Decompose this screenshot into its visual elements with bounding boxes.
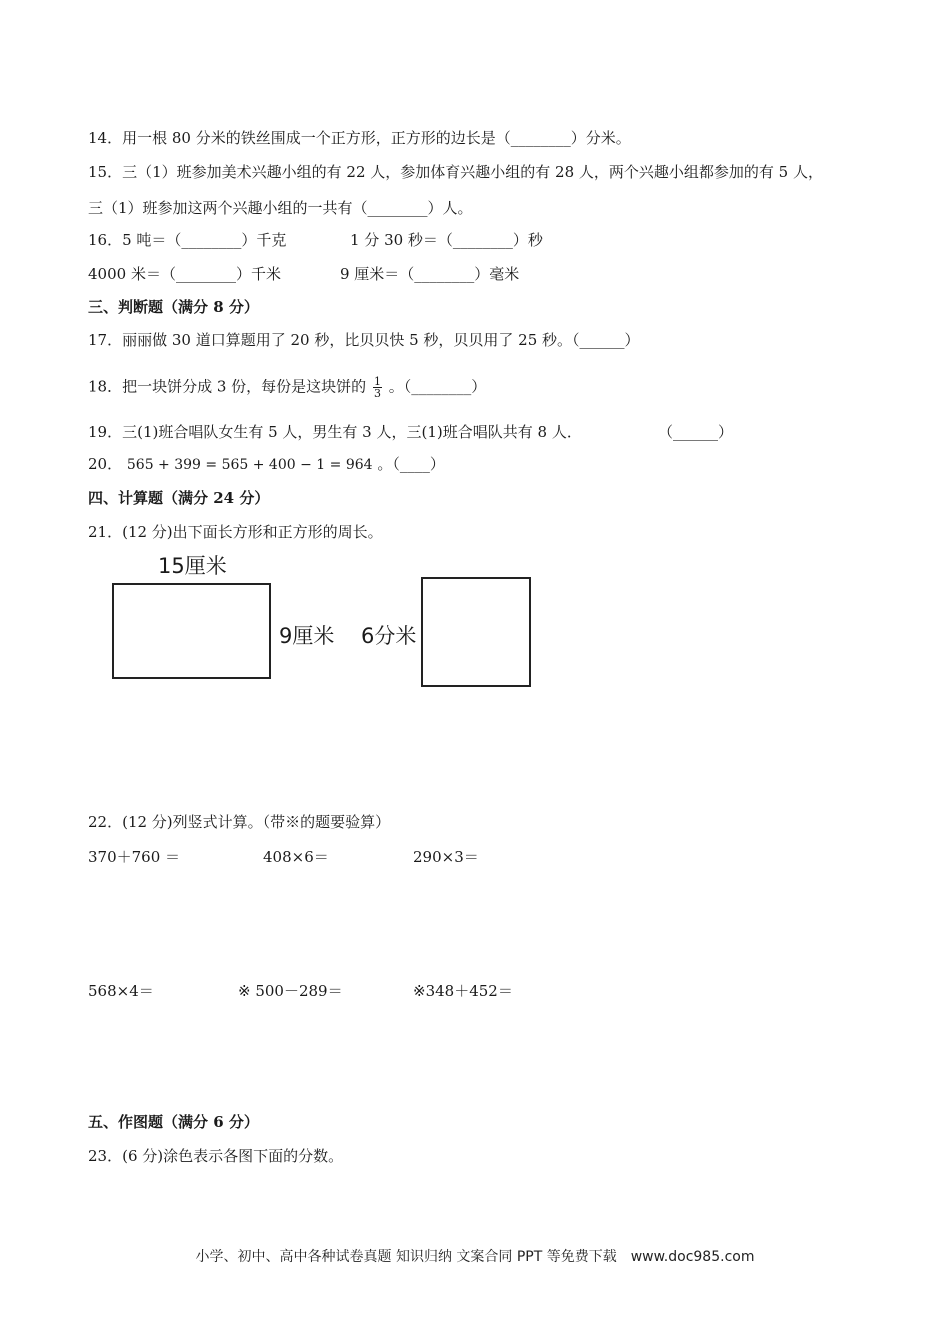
- question-16-part-a: 16．5 吨＝（________）千克: [88, 231, 287, 249]
- calc-500-minus-289: ※ 500－289＝: [238, 982, 343, 1000]
- question-18: [88, 376, 486, 399]
- rectangle-height-label: 9厘米: [279, 624, 335, 648]
- rectangle-width-label: 15厘米: [158, 554, 227, 578]
- question-22: 22．(12 分)列竖式计算。（带※的题要验算）: [88, 813, 391, 831]
- page-footer: 小学、初中、高中各种试卷真题 知识归纳 文案合同 PPT 等免费下载 www.doc985.com: [195, 1249, 755, 1265]
- question-21: 21．(12 分)出下面长方形和正方形的周长。: [88, 523, 383, 541]
- calc-348-plus-452: ※348＋452＝: [413, 982, 513, 1000]
- question-16-part-b: 1 分 30 秒＝（________）秒: [350, 231, 543, 249]
- section-3-heading: 三、判断题（满分 8 分）: [88, 298, 259, 316]
- fraction-numerator: 1: [373, 375, 381, 388]
- calc-568-times-4: 568×4＝: [88, 982, 154, 1000]
- calc-370-plus-760: 370＋760 ＝: [88, 848, 181, 866]
- square-figure: [421, 577, 531, 687]
- question-19: 19．三(1)班合唱队女生有 5 人，男生有 3 人，三(1)班合唱队共有 8 人．: [88, 423, 582, 441]
- rectangle-figure: [112, 583, 271, 679]
- fraction-one-third: [373, 376, 382, 399]
- question-20-prefix: 20．: [88, 455, 123, 473]
- question-20-formula: 565 + 399 = 565 + 400 − 1 = 964: [126, 457, 373, 473]
- question-18-text: 18．把一块饼分成 3 份，每份是这块饼的: [88, 377, 367, 396]
- square-side-label: 6分米: [361, 624, 417, 648]
- question-23: 23．(6 分)涂色表示各图下面的分数。: [88, 1147, 344, 1165]
- fraction-denominator: 3: [373, 387, 381, 400]
- question-14: 14．用一根 80 分米的铁丝围成一个正方形，正方形的边长是（________）分米。: [88, 129, 631, 147]
- question-20-tail: 。（____）: [377, 455, 445, 473]
- calc-290-times-3: 290×3＝: [413, 848, 479, 866]
- section-5-heading: 五、作图题（满分 6 分）: [88, 1113, 259, 1131]
- question-16-part-c: 4000 米＝（________）千米: [88, 265, 281, 283]
- question-15-line-2: 三（1）班参加这两个兴趣小组的一共有（________）人。: [88, 199, 473, 217]
- question-17: 17．丽丽做 30 道口算题用了 20 秒，比贝贝快 5 秒，贝贝用了 25 秒。（______）: [88, 331, 640, 349]
- section-4-heading: 四、计算题（满分 24 分）: [88, 489, 270, 507]
- question-18-tail: 。（________）: [388, 377, 487, 396]
- question-20: [88, 454, 445, 475]
- question-19-blank: （______）: [658, 423, 734, 441]
- question-15-line-1: 15．三（1）班参加美术兴趣小组的有 22 人，参加体育兴趣小组的有 28 人，两个兴趣小组都参加的有 5 人，: [88, 163, 823, 181]
- calc-408-times-6: 408×6＝: [263, 848, 329, 866]
- question-16-part-d: 9 厘米＝（________）毫米: [340, 265, 520, 283]
